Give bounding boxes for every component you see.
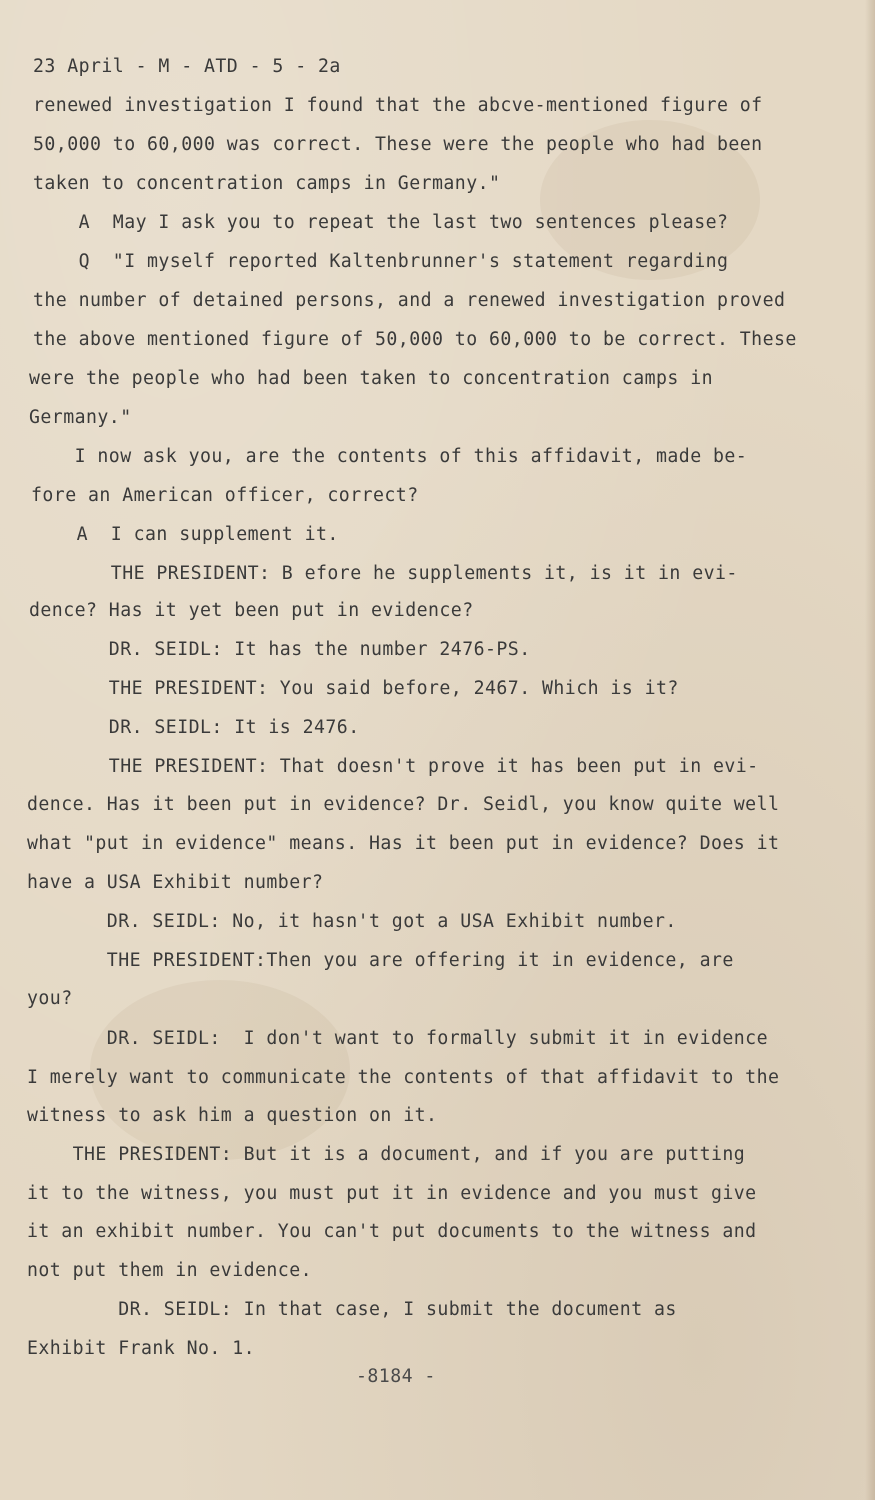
text-line: DR. SEIDL: In that case, I submit the document as (27, 1299, 677, 1320)
text-line: THE PRESIDENT: That doesn't prove it has been put in evi- (29, 756, 759, 777)
text-line: 50,000 to 60,000 was correct. These were the people who had been (33, 134, 763, 155)
text-line: Exhibit Frank No. 1. (27, 1338, 255, 1359)
text-line: have a USA Exhibit number? (27, 872, 324, 893)
text-line: dence. Has it been put in evidence? Dr. Seidl, you know quite well (27, 794, 780, 815)
page-edge-shadow (865, 0, 875, 1500)
text-line: you? (27, 988, 73, 1009)
text-line: A May I ask you to repeat the last two sentences please? (33, 212, 729, 233)
text-line: DR. SEIDL: I don't want to formally submit it in evidence (27, 1028, 768, 1049)
page-number: -8184 - (356, 1366, 436, 1387)
text-line: Germany." (29, 407, 132, 428)
text-line: DR. SEIDL: It has the number 2476-PS. (29, 639, 531, 660)
text-line: DR. SEIDL: No, it hasn't got a USA Exhibit number. (27, 911, 677, 932)
text-line: Q "I myself reported Kaltenbrunner's statement regarding (33, 251, 729, 272)
text-line: fore an American officer, correct? (31, 485, 419, 506)
text-line: dence? Has it yet been put in evidence? (29, 600, 474, 621)
text-line: it an exhibit number. You can't put documents to the witness and (27, 1221, 757, 1242)
text-line: taken to concentration camps in Germany." (33, 173, 501, 194)
text-line: the above mentioned fiɡure of 50,000 to 60,000 to be correct. These (33, 329, 797, 350)
text-line: THE PRESIDENT: B efore he supplements it, is it in evi- (31, 563, 738, 584)
text-line: the number of detained persons, and a renewed investigation proved (33, 290, 786, 311)
text-line: I merely want to communicate the contents of that affidavit to the (27, 1067, 780, 1088)
text-line: were the people who had been taken to concentration camps in (29, 368, 713, 389)
text-line: THE PRESIDENT: But it is a document, and if you are putting (27, 1144, 746, 1165)
text-line: it to the witness, you must put it in evidence and you must give (27, 1183, 757, 1204)
text-line: not put them in evidence. (27, 1260, 312, 1281)
text-line: DR. SEIDL: It is 2476. (29, 717, 360, 738)
text-line: THE PRESIDENT:Then you are offering it in evidence, are (27, 950, 734, 971)
text-line: A I can supplement it. (31, 524, 339, 545)
page-header: 23 April - M - ATD - 5 - 2a (33, 56, 341, 77)
text-line: THE PRESIDENT: You said before, 2467. Which is it? (29, 678, 679, 699)
text-line: witness to ask him a question on it. (27, 1105, 438, 1126)
text-line: what "put in evidence" means. Has it been put in evidence? Does it (27, 833, 780, 854)
text-line: I now ask you, are the contents of this affidavit, made be- (29, 446, 748, 467)
text-line: renewed investigation I found that the abcve-mentioned figure of (33, 95, 763, 116)
